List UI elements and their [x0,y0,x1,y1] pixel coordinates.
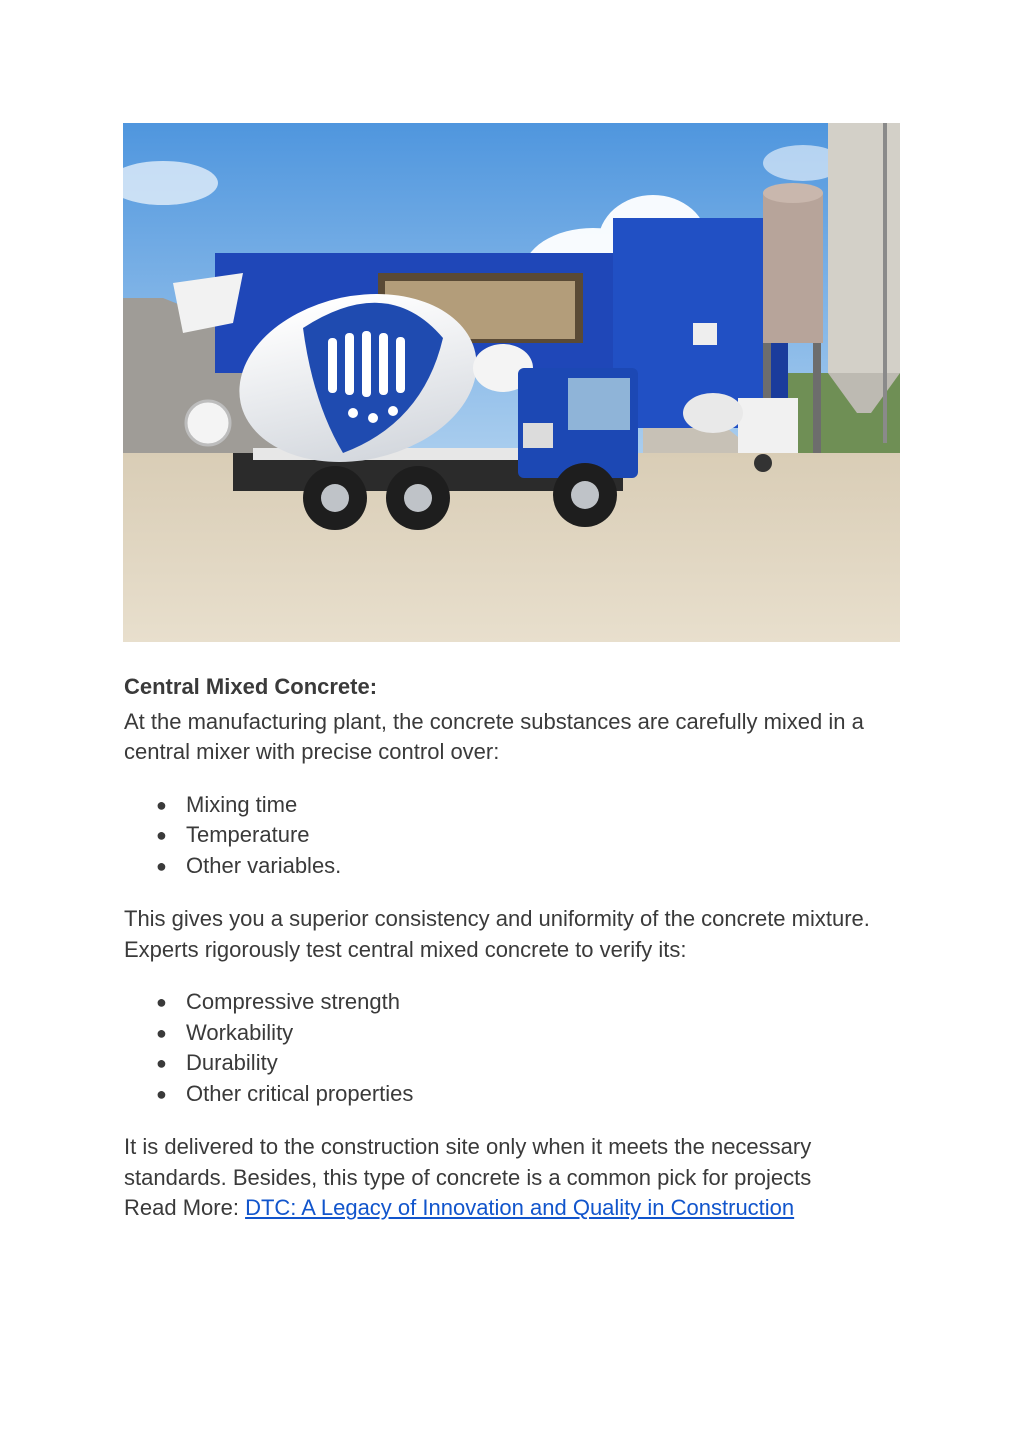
concrete-mixer-truck-photo [123,123,900,642]
list-item: ● Mixing time [124,790,914,821]
bullet-icon: ● [156,992,167,1012]
bullet-icon: ● [156,1022,167,1043]
article-content [124,672,914,1224]
read-more-line [124,1193,914,1224]
experts-paragraph: Experts rigorously test central mixed concrete to verify its: [124,936,687,962]
list-item: ● Workability [124,1018,914,1049]
bullet-icon: ● [156,1083,167,1104]
list-item: ● Other critical properties [124,1079,914,1110]
bullet-icon: ● [156,1053,167,1073]
control-variables-list [124,790,914,882]
bullet-icon: ● [156,855,167,876]
properties-list [124,987,914,1109]
read-more-link[interactable]: DTC: A Legacy of Innovation and Quality in Construction [245,1195,795,1220]
list-item: ● Temperature [124,820,914,851]
list-item: ● Other variables. [124,851,914,882]
section-heading: Central Mixed Concrete: [124,674,378,699]
bullet-icon: ● [156,794,167,815]
list-item: ● Durability [124,1048,914,1079]
delivery-paragraph: It is delivered to the construction site only when it meets the necessary standards. Besides, this type of concrete is a common pick for projects [124,1134,812,1190]
bullet-icon: ● [156,825,167,845]
read-more-label: Read More: [124,1195,246,1220]
list-item: ● Compressive strength [124,987,914,1018]
intro-paragraph: At the manufacturing plant, the concrete substances are carefully mixed in a central mixer with precise control over: [124,708,864,764]
consistency-paragraph: This gives you a superior consistency and uniformity of the concrete mixture. [124,906,870,931]
